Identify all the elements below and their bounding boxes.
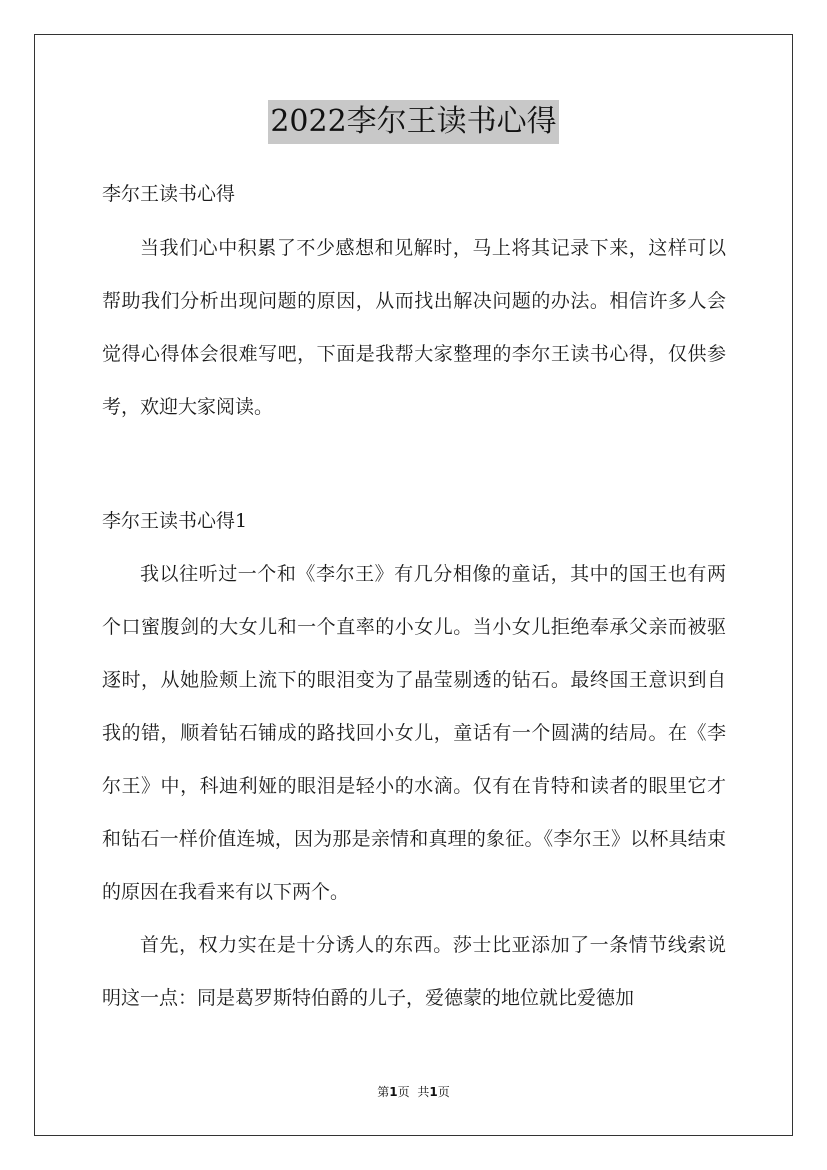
section1-paragraph-2: 首先，权力实在是十分诱人的东西。莎士比亚添加了一条情节线索说明这一点：同是葛罗斯特伯爵的儿子，爱德蒙的地位就比爱德加 — [102, 934, 726, 1009]
intro-paragraph: 当我们心中积累了不少感想和见解时，马上将其记录下来，这样可以帮助我们分析出现问题的原因，从而找出解决问题的办法。相信许多人会觉得心得体会很难写吧，下面是我帮大家整理的李尔王读书心得，仅供参考，欢迎大家阅读。 — [102, 237, 726, 418]
section1-paragraph-1: 我以往听过一个和《李尔王》有几分相像的童话，其中的国王也有两个口蜜腹剑的大女儿和一个直率的小女儿。当小女儿拒绝奉承父亲而被驱逐时，从她脸颊上流下的眼泪变为了晶莹剔透的钻石。最终国王意识到自我的错，顺着钻石铺成的路找回小女儿，童话有一个圆满的结局。在《李尔王》中，科迪利娅的眼泪是轻小的水滴。仅有在肯特和读者的眼里它才和钻石一样价值连城，因为那是亲情和真理的象征。《李尔王》以杯具结束的原因在我看来有以下两个。 — [102, 563, 726, 903]
total-prefix: 共 — [417, 1085, 430, 1099]
total-pages: 1 — [429, 1085, 438, 1099]
intro-section — [102, 222, 726, 434]
intro-heading: 李尔王读书心得 — [102, 183, 236, 205]
document-title: 2022李尔王读书心得 — [268, 100, 558, 144]
page-number: 1 — [389, 1085, 398, 1099]
page-prefix: 第 — [377, 1085, 390, 1099]
section1-body — [102, 548, 726, 1025]
title-container — [0, 100, 827, 144]
page-footer — [0, 1084, 827, 1100]
total-suffix: 页 — [437, 1085, 450, 1099]
page-suffix: 页 — [397, 1085, 410, 1099]
section1-heading: 李尔王读书心得1 — [102, 510, 248, 532]
